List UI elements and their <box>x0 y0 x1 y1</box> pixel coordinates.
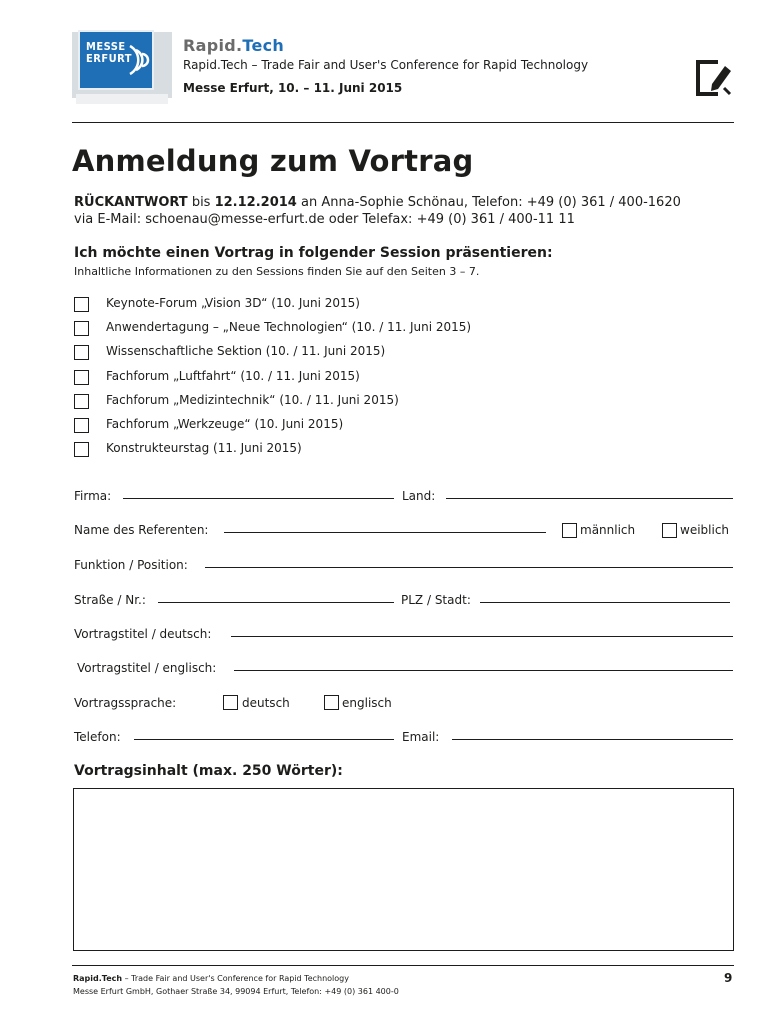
session-heading: Ich möchte einen Vortrag in folgender Session präsentieren: <box>74 245 553 261</box>
footer-line-2: Messe Erfurt GmbH, Gothaer Straße 34, 99094 Erfurt, Telefon: +49 (0) 361 400-0 <box>73 987 399 996</box>
session-label: Fachforum „Medizintechnik“ (10. / 11. Juni 2015) <box>106 393 399 407</box>
titel-de-field[interactable] <box>231 636 733 637</box>
logo-arcs-icon <box>128 40 154 80</box>
session-checkbox[interactable] <box>74 297 89 312</box>
firma-label: Firma: <box>74 489 112 503</box>
session-checkbox[interactable] <box>74 370 89 385</box>
content-heading: Vortragsinhalt (max. 250 Wörter): <box>74 763 343 779</box>
referent-field[interactable] <box>224 532 546 533</box>
logo-line-1: MESSE <box>86 40 126 53</box>
session-checkbox[interactable] <box>74 345 89 360</box>
session-label: Fachforum „Luftfahrt“ (10. / 11. Juni 2015) <box>106 369 360 383</box>
deutsch-label: deutsch <box>242 696 290 710</box>
session-label: Anwendertagung – „Neue Technologien“ (10. / 11. Juni 2015) <box>106 320 472 334</box>
strasse-field[interactable] <box>158 602 394 603</box>
session-checkbox[interactable] <box>74 418 89 433</box>
weiblich-checkbox[interactable] <box>662 523 677 538</box>
email-label: Email: <box>402 730 440 744</box>
session-option <box>74 296 574 314</box>
telefon-field[interactable] <box>134 739 394 740</box>
titel-de-label: Vortragstitel / deutsch: <box>74 627 212 641</box>
logo-badge <box>78 30 154 90</box>
session-option <box>74 320 574 338</box>
page-number: 9 <box>724 971 733 985</box>
edit-form-icon <box>694 58 734 98</box>
session-checkbox[interactable] <box>74 442 89 457</box>
reply-by: bis <box>187 195 215 210</box>
session-label: Keynote-Forum „Vision 3D“ (10. Juni 2015) <box>106 296 360 310</box>
session-option <box>74 441 574 459</box>
weiblich-label: weiblich <box>680 523 730 537</box>
englisch-checkbox[interactable] <box>324 695 339 710</box>
brand-part-rapid: Rapid. <box>183 36 243 55</box>
strasse-label: Straße / Nr.: <box>74 593 146 607</box>
maennlich-label: männlich <box>580 523 636 537</box>
content-textarea[interactable] <box>73 788 734 951</box>
maennlich-checkbox[interactable] <box>562 523 577 538</box>
telefon-label: Telefon: <box>74 730 121 744</box>
messe-erfurt-logo <box>72 28 172 106</box>
session-option <box>74 344 574 362</box>
plz-label: PLZ / Stadt: <box>401 593 471 607</box>
englisch-label: englisch <box>342 696 392 710</box>
header-divider <box>72 122 734 123</box>
footer-line-1 <box>73 974 349 983</box>
email-field[interactable] <box>452 739 733 740</box>
session-label: Fachforum „Werkzeuge“ (10. Juni 2015) <box>106 417 344 431</box>
firma-field[interactable] <box>123 498 394 499</box>
footer-brand: Rapid.Tech <box>73 974 123 983</box>
session-info: Inhaltliche Informationen zu den Sessions finden Sie auf den Seiten 3 – 7. <box>74 265 480 278</box>
titel-en-label: Vortragstitel / englisch: <box>77 661 217 675</box>
reply-line-2: via E-Mail: schoenau@messe-erfurt.de oder Telefax: +49 (0) 361 / 400-11 11 <box>74 212 575 227</box>
reply-line-1 <box>74 195 681 210</box>
land-field[interactable] <box>446 498 733 499</box>
session-checkbox[interactable] <box>74 394 89 409</box>
session-option <box>74 417 574 435</box>
funktion-label: Funktion / Position: <box>74 558 188 572</box>
session-checkbox[interactable] <box>74 321 89 336</box>
brand-name <box>183 36 284 55</box>
logo-line-2: ERFURT <box>86 52 133 65</box>
footer-tagline: – Trade Fair and User's Conference for Rapid Technology <box>122 974 349 983</box>
titel-en-field[interactable] <box>234 670 733 671</box>
event-dates: Messe Erfurt, 10. – 11. Juni 2015 <box>183 81 403 95</box>
reply-contact: an Anna-Sophie Schönau, Telefon: +49 (0) 361 / 400-1620 <box>296 195 681 210</box>
brand-part-tech: Tech <box>242 36 285 55</box>
logo-text <box>86 41 132 65</box>
session-option <box>74 369 574 387</box>
reply-label: RÜCKANTWORT <box>74 195 188 210</box>
sprache-label: Vortragssprache: <box>74 696 177 710</box>
reply-deadline: 12.12.2014 <box>214 195 297 210</box>
plz-field[interactable] <box>480 602 730 603</box>
referent-label: Name des Referenten: <box>74 523 209 537</box>
session-label: Konstrukteurstag (11. Juni 2015) <box>106 441 302 455</box>
header-subtitle: Rapid.Tech – Trade Fair and User's Conference for Rapid Technology <box>183 58 589 72</box>
deutsch-checkbox[interactable] <box>223 695 238 710</box>
logo-reflection <box>76 94 168 104</box>
session-option <box>74 393 574 411</box>
page-title: Anmeldung zum Vortrag <box>72 144 474 178</box>
session-label: Wissenschaftliche Sektion (10. / 11. Juni 2015) <box>106 344 386 358</box>
funktion-field[interactable] <box>205 567 733 568</box>
footer-divider <box>72 965 734 966</box>
land-label: Land: <box>402 489 436 503</box>
